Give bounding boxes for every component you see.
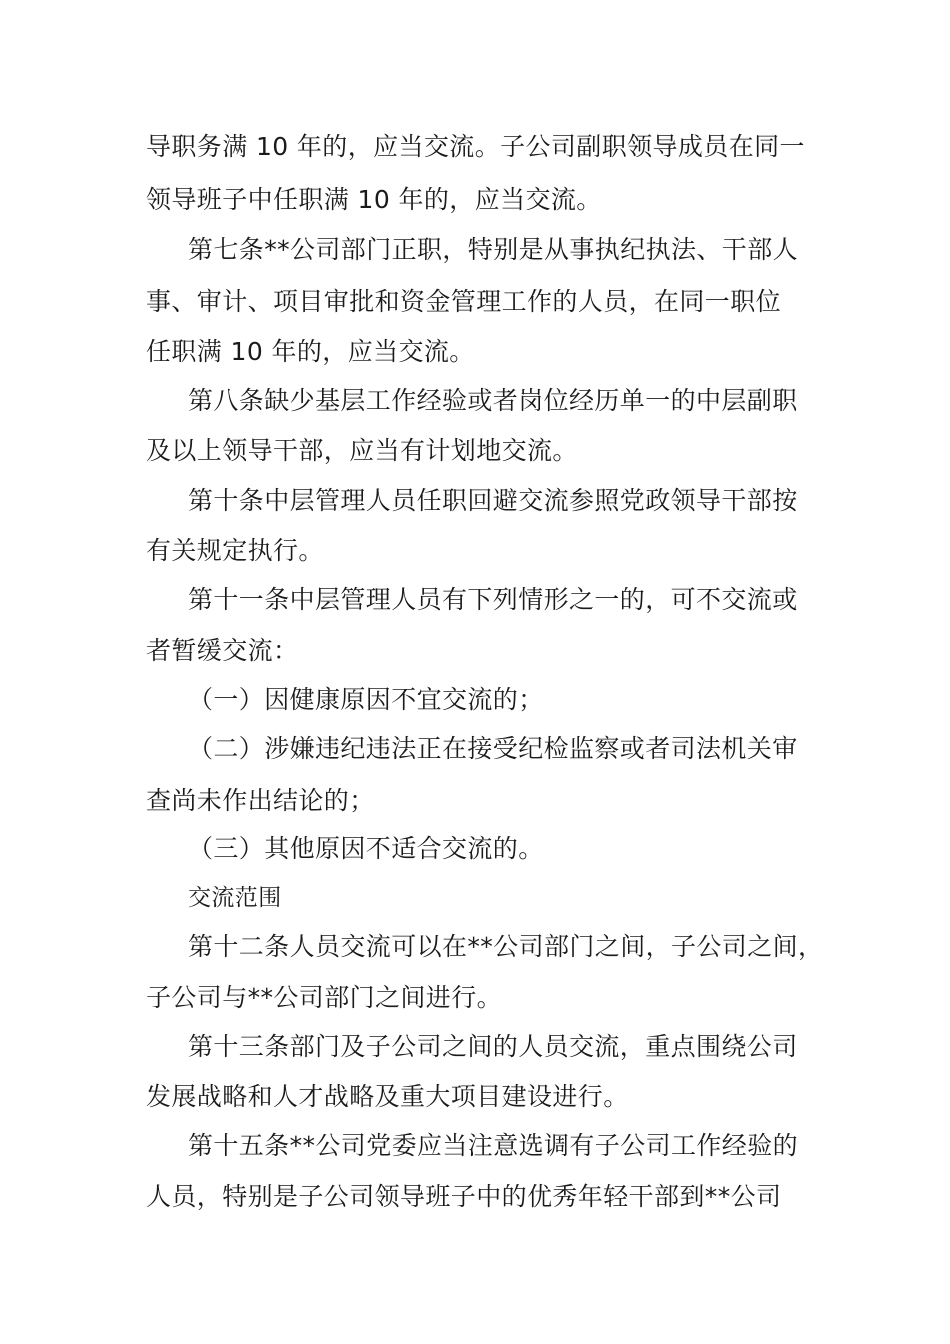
text-line-4: 事、审计、项目审批和资金管理工作的人员，在同一职位 bbox=[146, 287, 782, 316]
text-line-13: （二）涉嫌违纪违法正在接受纪检监察或者司法机关审 bbox=[188, 734, 798, 763]
text-line-21: 第十五条**公司党委应当注意选调有子公司工作经验的 bbox=[188, 1131, 799, 1160]
text-line-22: 人员，特别是子公司领导班子中的优秀年轻干部到**公司 bbox=[146, 1182, 782, 1211]
text-line-8: 第十条中层管理人员任职回避交流参照党政领导干部按 bbox=[188, 486, 798, 515]
text-line-15: （三）其他原因不适合交流的。 bbox=[188, 834, 544, 863]
text-line-14: 查尚未作出结论的； bbox=[146, 786, 375, 815]
section-heading: 交流范围 bbox=[188, 885, 282, 911]
text-line-2: 领导班子中任职满 10 年的，应当交流。 bbox=[146, 185, 602, 214]
text-line-3: 第七条**公司部门正职，特别是从事执纪执法、干部人 bbox=[188, 235, 799, 264]
text-line-19: 第十三条部门及子公司之间的人员交流，重点围绕公司 bbox=[188, 1032, 798, 1061]
text-line-20: 发展战略和人才战略及重大项目建设进行。 bbox=[146, 1082, 629, 1111]
text-line-17: 第十二条人员交流可以在**公司部门之间，子公司之间， bbox=[188, 932, 824, 961]
text-line-7: 及以上领导干部，应当有计划地交流。 bbox=[146, 436, 578, 465]
text-line-5: 任职满 10 年的，应当交流。 bbox=[146, 337, 475, 366]
text-line-18: 子公司与**公司部门之间进行。 bbox=[146, 983, 503, 1012]
text-line-12: （一）因健康原因不宜交流的； bbox=[188, 685, 544, 714]
text-line-9: 有关规定执行。 bbox=[146, 536, 324, 565]
text-line-6: 第八条缺少基层工作经验或者岗位经历单一的中层副职 bbox=[188, 386, 798, 415]
text-line-1: 导职务满 10 年的，应当交流。子公司副职领导成员在同一 bbox=[146, 132, 805, 161]
text-line-10: 第十一条中层管理人员有下列情形之一的，可不交流或 bbox=[188, 585, 798, 614]
text-line-11: 者暂缓交流： bbox=[146, 636, 299, 665]
